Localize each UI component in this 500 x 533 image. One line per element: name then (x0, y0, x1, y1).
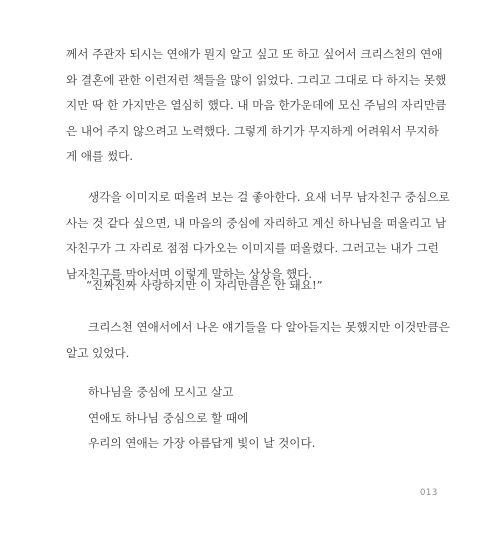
paragraph-3 (66, 315, 450, 366)
text-line: 사는 것 같다 싶으면, 내 마음의 중심에 자리하고 계신 하나님을 떠올리고 남 (66, 215, 447, 230)
poem-line: 우리의 연애는 가장 아름답게 빛이 날 것이다. (88, 436, 316, 451)
paragraph-1 (66, 42, 447, 170)
text-line: 알고 있었다. (66, 345, 130, 360)
text-line: 게 애를 썼다. (66, 149, 134, 164)
text-line: 은 내어 주지 않으려고 노력했다. 그렇게 하기가 무지하게 어려워서 무지하 (66, 123, 439, 138)
page-number: 013 (420, 488, 438, 498)
quote-line: “진짜진짜 사랑하지만 이 자리만큼은 안 돼요!” (86, 278, 323, 292)
poem-line: 하나님을 중심에 모시고 살고 (88, 385, 234, 399)
quote-paragraph (66, 273, 442, 299)
text-line: 지만 딱 한 가지만은 열심히 했다. 내 마음 한가운데에 모신 주님의 자리만큼 (66, 98, 447, 113)
text-line: 자친구가 그 자리로 점점 다가오는 이미지를 떠올렸다. 그러고는 내가 그런 (66, 241, 439, 256)
text-line: 남자친구를 막아서며 이렇게 말하는 상상을 했다. (66, 266, 313, 281)
text-line: 크리스천 연애서에서 나온 얘기들을 다 알아듣지는 못했지만 이것만큼은 (88, 320, 450, 334)
text-line: 생각을 이미지로 떠올려 보는 걸 좋아한다. 요새 너무 남자친구 중심으로 (88, 190, 450, 204)
poem-block (88, 380, 442, 457)
poem-line: 연애도 하나님 중심으로 할 때에 (88, 410, 249, 425)
text-line: 께서 주관자 되시는 연애가 뭔지 알고 싶고 또 하고 싶어서 크리스천의 연애 (66, 47, 443, 61)
text-line: 와 결혼에 관한 이런저런 책들을 많이 읽었다. 그리고 그대로 다 하지는 못했 (66, 72, 447, 87)
book-page (66, 0, 450, 533)
